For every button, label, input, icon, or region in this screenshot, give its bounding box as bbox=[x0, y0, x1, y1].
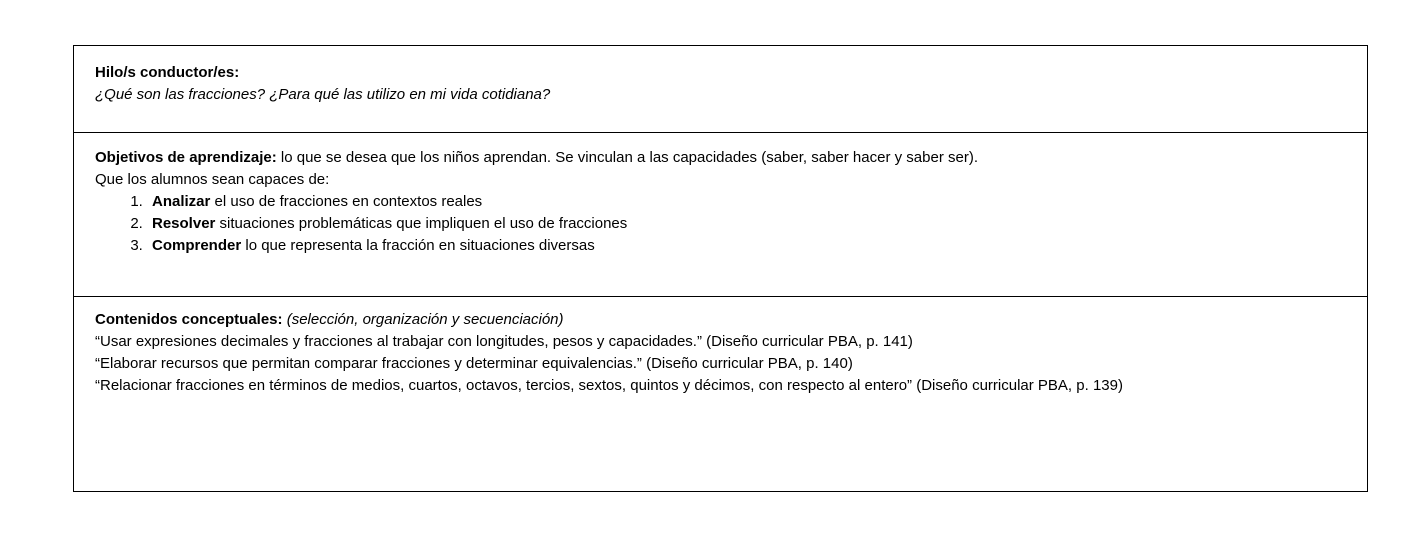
objetivos-section bbox=[74, 132, 1367, 296]
objetivos-intro: Que los alumnos sean capaces de: bbox=[95, 171, 330, 188]
contenido-quote: “Relacionar fracciones en términos de medios, cuartos, octavos, tercios, sextos, quintos y décimos, con respecto al entero” (Diseño curricular PBA, p. 139) bbox=[95, 377, 1123, 394]
planning-table bbox=[73, 45, 1368, 492]
objective-keyword: Resolver bbox=[152, 215, 216, 232]
objetivos-heading: Objetivos de aprendizaje: bbox=[95, 149, 277, 166]
contenidos-section bbox=[74, 296, 1367, 491]
list-item bbox=[147, 213, 1346, 235]
contenidos-heading: Contenidos conceptuales: bbox=[95, 311, 283, 328]
hilo-conductor-section bbox=[74, 46, 1367, 132]
objective-keyword: Comprender bbox=[152, 237, 242, 254]
contenidos-subheading: (selección, organización y secuenciación) bbox=[282, 311, 564, 328]
list-item bbox=[147, 235, 1346, 257]
contenido-quote: “Elaborar recursos que permitan comparar fracciones y determinar equivalencias.” (Diseño curricular PBA, p. 140) bbox=[95, 355, 853, 372]
hilo-heading: Hilo/s conductor/es: bbox=[95, 64, 240, 81]
contenido-quote: “Usar expresiones decimales y fracciones al trabajar con longitudes, pesos y capacidades.” (Diseño curricular PBA, p. 141) bbox=[95, 333, 913, 350]
objective-text: el uso de fracciones en contextos reales bbox=[210, 193, 483, 210]
objective-text: lo que representa la fracción en situaciones diversas bbox=[241, 237, 595, 254]
list-item bbox=[147, 191, 1346, 213]
objetivos-description: lo que se desea que los niños aprendan. Se vinculan a las capacidades (saber, saber hacer y saber ser). bbox=[276, 149, 978, 166]
hilo-question: ¿Qué son las fracciones? ¿Para qué las utilizo en mi vida cotidiana? bbox=[95, 86, 551, 103]
objetivos-line bbox=[95, 147, 1346, 169]
contenidos-line bbox=[95, 309, 1346, 331]
objetivos-list bbox=[95, 191, 1346, 257]
objective-keyword: Analizar bbox=[152, 193, 211, 210]
objective-text: situaciones problemáticas que impliquen el uso de fracciones bbox=[215, 215, 628, 232]
